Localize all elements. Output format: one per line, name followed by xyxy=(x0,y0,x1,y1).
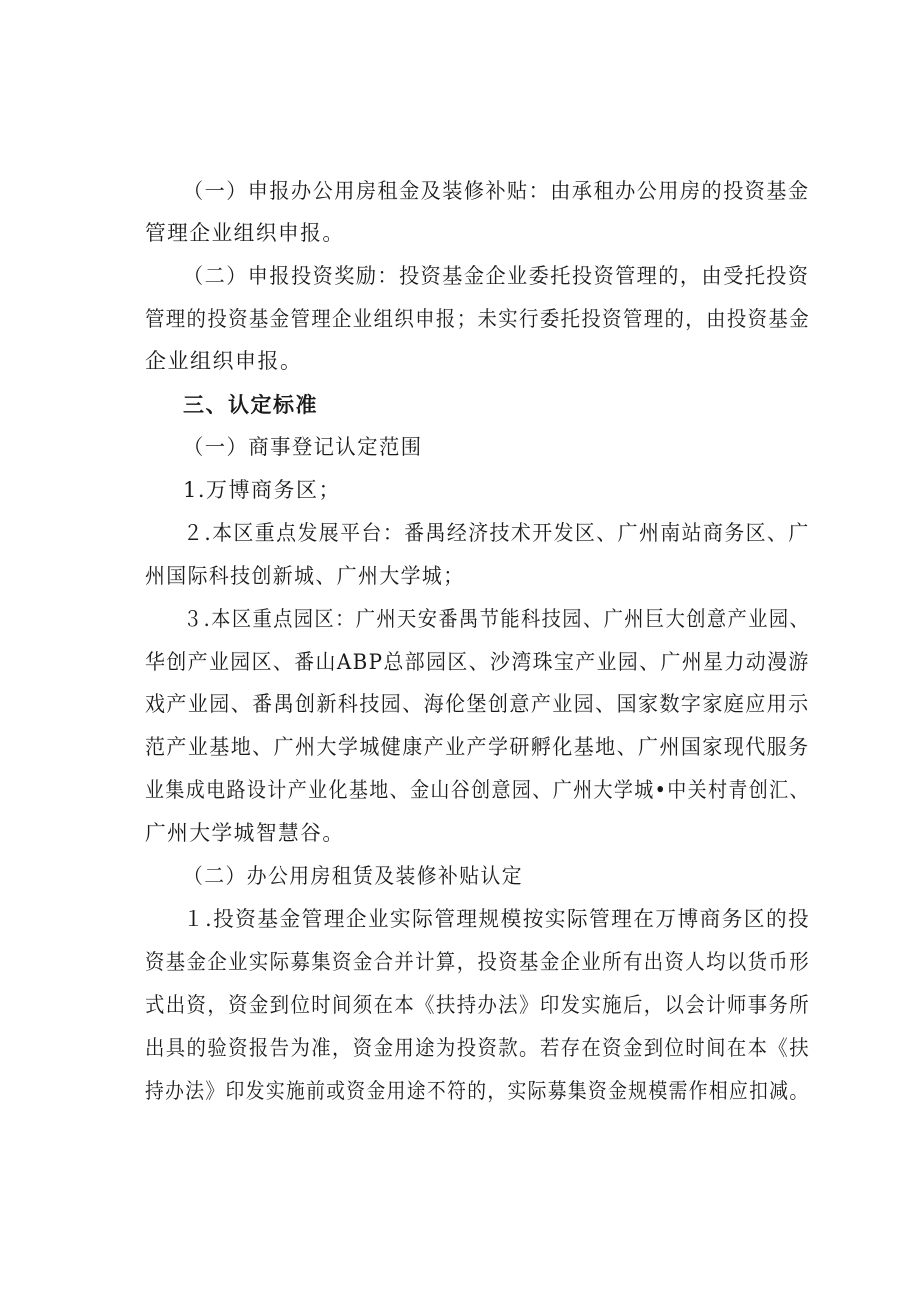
para-1-line5: 持办法》印发实施前或资金用途不符的，实际募集资金规模需作相应扣减。 xyxy=(145,1079,810,1103)
sec1-line2: 管理企业组织申报。 xyxy=(145,221,345,245)
para-1-line3: 式出资，资金到位时间须在本《扶持办法》印发实施后，以会计师事务所 xyxy=(145,993,810,1017)
list-item-2-line1: ２.本区重点发展平台：番禺经济技术开发区、广州南站商务区、广 xyxy=(183,521,810,545)
para-1-line1: １.投资基金管理企业实际管理规模按实际管理在万博商务区的投 xyxy=(183,907,811,931)
list-item-3-line1: ３.本区重点园区：广州天安番禺节能科技园、广州巨大创意产业园、 xyxy=(183,607,811,631)
list-item-3-line4: 范产业基地、广州大学城健康产业产学研孵化基地、广州国家现代服务 xyxy=(145,735,810,759)
subsection-title-1: （一）商事登记认定范围 xyxy=(183,435,423,459)
list-item-3-line5: 业集成电路设计产业化基地、金山谷创意园、广州大学城•中关村青创汇、 xyxy=(145,778,810,802)
subsection-title-2: （二）办公用房租赁及装修补贴认定 xyxy=(183,864,523,888)
para-1-line4: 出具的验资报告为准，资金用途为投资款。若存在资金到位时间在本《扶 xyxy=(145,1036,810,1060)
section-heading: 三、认定标准 xyxy=(183,393,318,417)
list-item-3-line3: 戏产业园、番禺创新科技园、海伦堡创意产业园、国家数字家庭应用示 xyxy=(145,692,810,716)
sec2-line1: （二）申报投资奖励：投资基金企业委托投资管理的，由受托投资 xyxy=(183,264,810,288)
sec1-line1: （一）申报办公用房租金及装修补贴：由承租办公用房的投资基金 xyxy=(183,179,810,203)
para-1-line2: 资基金企业实际募集资金合并计算，投资基金企业所有出资人均以货币形 xyxy=(145,950,810,974)
sec2-line3: 企业组织申报。 xyxy=(145,349,303,373)
list-item-1: 1.万博商务区； xyxy=(183,478,342,502)
list-item-2-line2: 州国际科技创新城、广州大学城； xyxy=(145,564,465,588)
list-item-3-line6: 广州大学城智慧谷。 xyxy=(145,821,345,845)
sec2-line2: 管理的投资基金管理企业组织申报；未实行委托投资管理的，由投资基金 xyxy=(145,307,810,331)
list-item-3-line2: 华创产业园区、番山ABP总部园区、沙湾珠宝产业园、广州星力动漫游 xyxy=(145,650,810,674)
